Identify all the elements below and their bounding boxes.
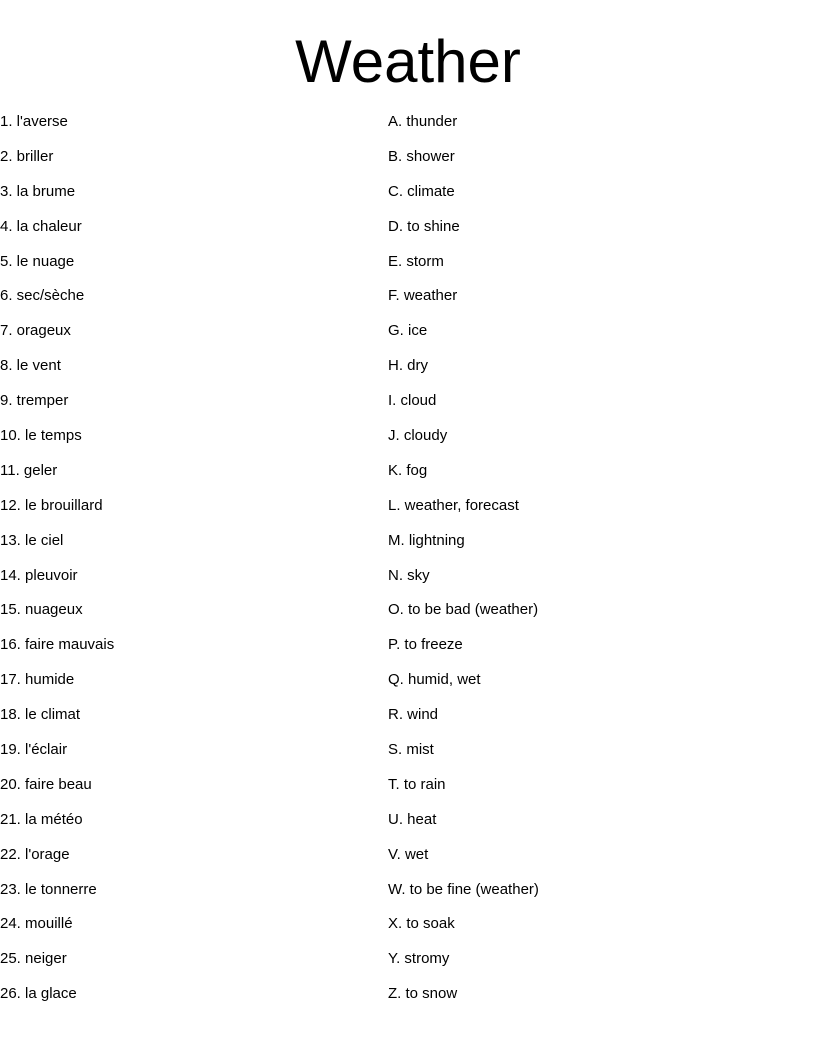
definition-item: U. heat: [388, 810, 437, 828]
term-item: 15. nuageux: [0, 601, 83, 619]
definition-item: K. fog: [388, 461, 428, 479]
definition-item: D. to shine: [388, 217, 460, 235]
definition-item: Q. humid, wet: [388, 671, 481, 689]
term-item: 16. faire mauvais: [0, 636, 115, 654]
definition-item: P. to freeze: [388, 636, 463, 654]
term-item: 14. pleuvoir: [0, 566, 78, 584]
definition-item: S. mist: [388, 741, 434, 759]
term-item: 23. le tonnerre: [0, 880, 97, 898]
term-item: 12. le brouillard: [0, 496, 103, 514]
definition-item: R. wind: [388, 706, 439, 724]
definition-item: L. weather, forecast: [388, 496, 519, 514]
term-item: 6. sec/sèche: [0, 287, 85, 305]
term-item: 4. la chaleur: [0, 217, 82, 235]
definition-item: G. ice: [388, 322, 428, 340]
term-item: 17. humide: [0, 671, 75, 689]
definition-item: M. lightning: [388, 531, 465, 549]
definition-item: H. dry: [388, 357, 429, 375]
definition-item: B. shower: [388, 147, 455, 165]
term-item: 18. le climat: [0, 706, 81, 724]
definition-item: V. wet: [388, 845, 429, 863]
definition-item: W. to be fine (weather): [388, 880, 539, 898]
term-item: 1. l'averse: [0, 113, 68, 130]
term-item: 25. neiger: [0, 950, 67, 968]
term-item: 24. mouillé: [0, 915, 73, 933]
term-item: 2. briller: [0, 147, 54, 165]
term-item: 9. tremper: [0, 392, 69, 410]
term-item: 13. le ciel: [0, 531, 64, 549]
term-item: 19. l'éclair: [0, 741, 68, 759]
definition-item: I. cloud: [388, 392, 437, 410]
term-item: 26. la glace: [0, 985, 77, 1003]
definition-item: F. weather: [388, 287, 458, 305]
term-item: 20. faire beau: [0, 775, 92, 793]
terms-list: [0, 108, 380, 1015]
page-title: Weather: [295, 28, 521, 95]
definition-item: O. to be bad (weather): [388, 601, 539, 619]
term-item: 10. le temps: [0, 427, 82, 445]
term-item: 3. la brume: [0, 182, 76, 200]
term-item: 7. orageux: [0, 322, 71, 340]
definition-item: Z. to snow: [388, 985, 458, 1003]
term-item: 5. le nuage: [0, 252, 75, 270]
term-item: 21. la météo: [0, 810, 83, 828]
term-item: 11. geler: [0, 461, 58, 479]
definition-item: Y. stromy: [388, 950, 450, 968]
definition-item: A. thunder: [388, 113, 458, 130]
term-item: 8. le vent: [0, 357, 61, 375]
definition-item: N. sky: [388, 566, 430, 584]
definition-item: J. cloudy: [388, 427, 448, 445]
definition-item: E. storm: [388, 252, 444, 270]
definition-item: X. to soak: [388, 915, 455, 933]
definition-item: T. to rain: [388, 775, 446, 793]
definition-item: C. climate: [388, 182, 455, 200]
definitions-list: [388, 108, 808, 1015]
term-item: 22. l'orage: [0, 845, 70, 863]
